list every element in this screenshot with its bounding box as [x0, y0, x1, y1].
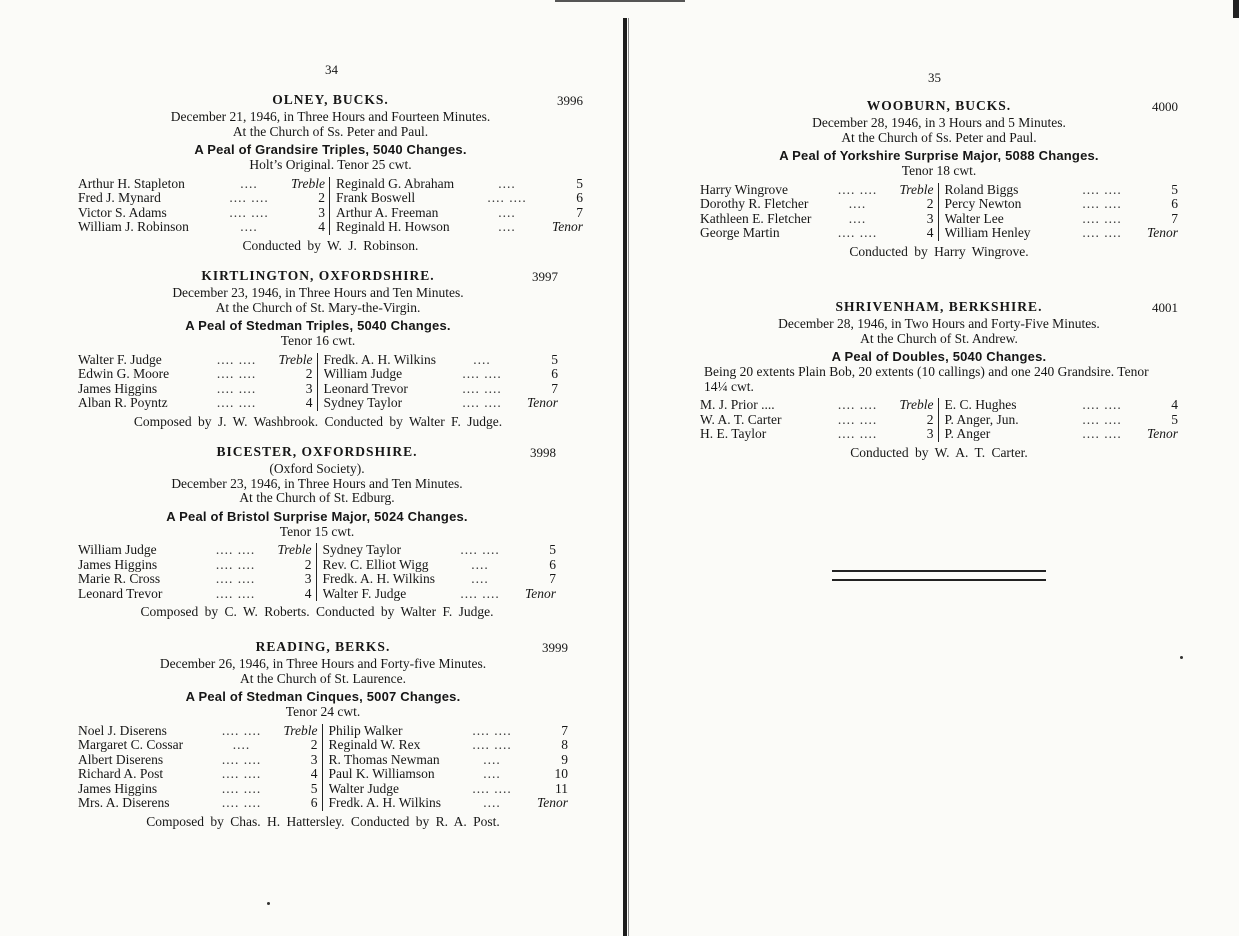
ringers-column-left	[700, 398, 939, 442]
ringer-name: William Judge	[78, 543, 157, 557]
ringers-column-left	[78, 353, 318, 411]
ringer-name: Fredk. A. H. Wilkins	[328, 796, 441, 810]
peal-detail-line: (Oxford Society).	[269, 461, 365, 476]
ringer-row	[78, 558, 312, 573]
right-page	[700, 0, 1180, 936]
ringer-name: William Judge	[323, 367, 403, 381]
bell-number: Treble	[277, 542, 312, 557]
leader-dots: .... ....	[462, 366, 502, 381]
leader-dots: .... ....	[460, 542, 500, 557]
leader-dots: ....	[483, 751, 501, 767]
ringers-column-right	[939, 398, 1179, 442]
bell-number: 5	[576, 175, 583, 191]
bell-number: 4	[1171, 397, 1178, 412]
bell-number: 6	[576, 190, 583, 205]
leader-dots: .... ....	[837, 426, 878, 441]
tower-place: KIRTLINGTON, OXFORDSHIRE.	[201, 268, 435, 283]
peal-footer: Composed by Chas. H. Hattersley. Conducted by R. A. Post.	[146, 813, 500, 829]
ringer-row	[945, 212, 1179, 227]
leader-dots: ....	[483, 766, 501, 781]
peal-number: 3996	[557, 93, 583, 108]
peal-detail-line: December 23, 1946, in Three Hours and Ten Minutes.	[172, 285, 464, 300]
ringer-row	[78, 572, 312, 587]
peal-detail-line: At the Church of Ss. Peter and Paul.	[232, 123, 429, 139]
peal-heading	[78, 444, 556, 462]
ringer-name: James Higgins	[78, 381, 158, 396]
peal-record	[78, 639, 568, 829]
ringer-name: Albert Diserens	[78, 752, 164, 767]
ringer-name: H. E. Taylor	[700, 427, 767, 441]
leader-dots: .... ....	[216, 380, 257, 396]
tower-place: BICESTER, OXFORDSHIRE.	[216, 444, 418, 459]
print-speck	[1180, 656, 1183, 659]
ringer-row	[945, 197, 1179, 212]
leader-dots: .... ....	[472, 780, 512, 796]
ringer-row	[700, 398, 934, 413]
peal-number: 3999	[542, 640, 568, 655]
peal-note: Holt’s Original. Tenor 25 cwt.	[249, 157, 412, 172]
ringer-name: Walter Judge	[328, 781, 400, 796]
bell-number: Tenor	[551, 219, 583, 234]
peal-number: 4000	[1152, 99, 1178, 114]
bell-number: Tenor	[1146, 426, 1178, 441]
leader-dots: .... ....	[1082, 397, 1122, 412]
peal-record	[700, 299, 1178, 460]
leader-dots: .... ....	[215, 556, 256, 572]
ringers-column-right	[330, 177, 583, 235]
ringer-row	[78, 543, 312, 558]
bell-number: 3	[304, 571, 312, 586]
page-number: 34	[325, 62, 338, 77]
ringer-name: William J. Robinson	[78, 220, 189, 234]
ringer-row	[945, 427, 1179, 442]
ringer-name: Sydney Taylor	[322, 543, 402, 557]
end-double-rule	[832, 570, 1046, 581]
leader-dots: .... ....	[229, 204, 269, 220]
ringer-row	[700, 226, 934, 241]
leader-dots: .... ....	[216, 366, 257, 381]
leader-dots: ....	[240, 219, 258, 234]
ringers-column-right	[318, 353, 559, 411]
peal-number: 3998	[530, 445, 556, 460]
leader-dots: .... ....	[837, 181, 878, 197]
peal-title: A Peal of Stedman Triples, 5040 Changes.	[185, 318, 451, 333]
leader-dots: .... ....	[1082, 225, 1122, 240]
ringer-name: Fredk. A. H. Wilkins	[323, 352, 436, 367]
ringer-name: Roland Biggs	[944, 182, 1019, 197]
scan-edge-line	[555, 0, 685, 2]
ringer-row	[78, 367, 313, 382]
ringer-row	[336, 177, 583, 192]
ringer-row	[78, 587, 312, 602]
ringer-name: Paul K. Williamson	[328, 767, 435, 781]
ringer-row	[329, 724, 569, 739]
peal-detail-line: At the Church of Ss. Peter and Paul.	[841, 129, 1037, 145]
peal-note: Tenor 24 cwt.	[285, 704, 361, 719]
peal-detail-line: December 28, 1946, in 3 Hours and 5 Minutes.	[812, 115, 1066, 130]
ringer-row	[324, 382, 559, 397]
ringer-row	[323, 543, 557, 558]
ringer-name: Walter Lee	[944, 211, 1004, 226]
leader-dots: .... ....	[1082, 426, 1122, 441]
tower-place: WOOBURN, BUCKS.	[866, 98, 1012, 113]
ringers-column-left	[78, 177, 330, 235]
ringer-name: Reginald G. Abraham	[336, 176, 455, 191]
page-number: 35	[928, 70, 941, 85]
peal-detail-line: December 28, 1946, in Two Hours and Forty-Five Minutes.	[778, 316, 1100, 331]
leader-dots: .... ....	[215, 542, 256, 557]
bell-number: 2	[304, 556, 312, 572]
ringer-name: Frank Boswell	[336, 191, 416, 205]
bell-number: 5	[1171, 411, 1178, 427]
peal-note: Being 20 extents Plain Bob, 20 extents (10 callings) and one 240 Grandsire. Tenor 14¼ cwt.	[704, 364, 1149, 394]
bell-number: Treble	[290, 175, 325, 191]
bell-number: 2	[305, 366, 313, 381]
bell-number: 5	[551, 351, 558, 367]
bell-number: 8	[561, 737, 568, 752]
leader-dots: ....	[473, 351, 491, 367]
bell-number: 2	[926, 196, 934, 211]
ringer-name: Walter F. Judge	[322, 586, 407, 601]
peal-footer: Conducted by W. J. Robinson.	[242, 237, 419, 253]
ringers-table	[78, 177, 583, 235]
peal-title: A Peal of Yorkshire Surprise Major, 5088 Changes.	[779, 148, 1099, 163]
leader-dots: .... ....	[1082, 411, 1122, 427]
peal-detail-line: At the Church of St. Laurence.	[239, 670, 407, 686]
bell-number: 7	[551, 380, 558, 396]
ringer-name: Marie R. Cross	[78, 572, 161, 586]
ringer-row	[78, 796, 318, 811]
peal-note: Tenor 15 cwt.	[279, 523, 355, 539]
peal-detail-line: December 23, 1946, in Three Hours and Ten Minutes.	[171, 475, 463, 491]
ringer-row	[945, 413, 1179, 428]
ringer-name: Arthur H. Stapleton	[78, 176, 185, 191]
ringer-row	[945, 226, 1179, 241]
ringer-row	[700, 212, 934, 227]
peal-detail-line: At the Church of St. Edburg.	[239, 490, 395, 505]
leader-dots: .... ....	[221, 780, 262, 796]
ringer-row	[78, 191, 325, 206]
bell-number: 3	[926, 210, 934, 226]
ringer-row	[329, 767, 569, 782]
ringers-table	[700, 183, 1178, 241]
peal-detail-line: At the Church of St. Andrew.	[860, 330, 1018, 346]
peal-record	[78, 268, 558, 429]
leader-dots: .... ....	[462, 395, 502, 410]
ringer-row	[78, 782, 318, 797]
bell-number: 6	[549, 556, 556, 572]
peal-number: 4001	[1152, 300, 1178, 315]
peal-heading	[78, 92, 583, 110]
ringer-row	[336, 206, 583, 221]
leader-dots: .... ....	[837, 225, 878, 240]
leader-dots: ....	[240, 175, 258, 191]
tower-place: OLNEY, BUCKS.	[272, 92, 389, 107]
ringer-name: Percy Newton	[944, 197, 1022, 211]
leader-dots: ....	[848, 210, 867, 226]
ringer-row	[324, 396, 559, 411]
ringer-row	[323, 558, 557, 573]
scan-corner-mark	[1233, 0, 1239, 18]
peal-detail-line: At the Church of St. Mary-the-Virgin.	[215, 299, 421, 315]
leader-dots: ....	[483, 795, 501, 810]
ringer-name: W. A. T. Carter	[700, 412, 782, 427]
bell-number: 4	[926, 225, 934, 240]
ringers-column-right	[939, 183, 1179, 241]
bell-number: 4	[304, 585, 312, 601]
ringer-name: Richard A. Post	[78, 767, 164, 781]
bell-number: 3	[926, 426, 934, 441]
ringer-row	[700, 197, 934, 212]
bell-number: 5	[549, 542, 556, 557]
leader-dots: .... ....	[221, 795, 262, 810]
bell-number: Tenor	[526, 395, 558, 410]
ringer-name: Reginald H. Howson	[336, 220, 450, 234]
peal-footer: Conducted by Harry Wingrove.	[849, 243, 1029, 259]
peal-detail-line: December 26, 1946, in Three Hours and Forty-five Minutes.	[159, 656, 487, 671]
leader-dots: ....	[471, 571, 489, 586]
peal-record	[78, 444, 556, 619]
bell-number: 10	[554, 766, 568, 781]
ringer-row	[336, 191, 583, 206]
bell-number: Tenor	[1146, 225, 1178, 240]
ringer-name: Rev. C. Elliot Wigg	[322, 557, 429, 572]
ringer-row	[78, 177, 325, 192]
ringer-name: Kathleen E. Fletcher	[700, 211, 812, 226]
ringer-name: E. C. Hughes	[944, 398, 1017, 412]
ringer-row	[336, 220, 583, 235]
leader-dots: .... ....	[462, 380, 502, 396]
leader-dots: ....	[498, 204, 516, 220]
peal-title: A Peal of Stedman Cinques, 5007 Changes.	[185, 689, 461, 704]
ringer-row	[324, 367, 559, 382]
ringer-row	[78, 753, 318, 768]
bell-number: Tenor	[524, 585, 556, 601]
ringer-row	[329, 753, 569, 768]
ringers-table	[78, 353, 558, 411]
ringer-name: Alban R. Poyntz	[78, 396, 168, 410]
bell-number: 4	[305, 395, 313, 410]
ringers-table	[700, 398, 1178, 442]
ringer-name: P. Anger, Jun.	[944, 412, 1019, 427]
leader-dots: .... ....	[216, 395, 257, 410]
ringer-name: Harry Wingrove	[700, 182, 789, 197]
ringer-row	[78, 353, 313, 368]
ringer-name: P. Anger	[944, 427, 991, 441]
bell-number: 4	[318, 219, 325, 234]
leader-dots: .... ....	[1082, 210, 1122, 226]
bell-number: 5	[1171, 181, 1178, 197]
book-gutter	[623, 18, 627, 936]
left-page	[78, 0, 583, 936]
bell-number: 11	[555, 780, 568, 796]
leader-dots: .... ....	[215, 571, 256, 586]
bell-number: 5	[310, 780, 318, 796]
tower-place: SHRIVENHAM, BERKSHIRE.	[835, 299, 1043, 314]
bell-number: 6	[310, 795, 318, 810]
peal-heading	[700, 98, 1178, 116]
ringer-name: Sydney Taylor	[323, 396, 403, 410]
ringer-row	[323, 587, 557, 602]
peal-record	[78, 92, 583, 253]
ringer-row	[700, 413, 934, 428]
ringer-row	[78, 206, 325, 221]
leader-dots: .... ....	[472, 737, 512, 752]
peal-title: A Peal of Bristol Surprise Major, 5024 Changes.	[166, 508, 468, 524]
ringer-row	[78, 738, 318, 753]
bell-number: 7	[561, 722, 568, 738]
ringer-name: Mrs. A. Diserens	[78, 796, 170, 810]
tower-place: READING, BERKS.	[255, 639, 391, 654]
book-gutter-shadow	[628, 18, 629, 936]
ringer-name: Edwin G. Moore	[78, 367, 170, 381]
ringer-name: M. J. Prior ....	[700, 398, 775, 412]
leader-dots: ....	[498, 175, 516, 191]
bell-number: 3	[310, 751, 318, 767]
bell-number: Tenor	[536, 795, 568, 810]
leader-dots: .... ....	[837, 397, 878, 412]
ringer-name: Reginald W. Rex	[328, 738, 421, 752]
ringers-table	[78, 724, 568, 811]
bell-number: 7	[549, 571, 556, 586]
leader-dots: .... ....	[221, 751, 262, 767]
ringer-name: Dorothy R. Fletcher	[700, 197, 809, 211]
ringer-name: R. Thomas Newman	[328, 752, 440, 767]
ringers-column-right	[317, 543, 557, 601]
bell-number: 6	[551, 366, 558, 381]
leader-dots: ....	[232, 737, 251, 752]
leader-dots: ....	[471, 556, 489, 572]
bell-number: 4	[310, 766, 318, 781]
ringer-name: George Martin	[700, 226, 780, 240]
ringer-row	[700, 427, 934, 442]
leader-dots: .... ....	[221, 722, 262, 738]
leader-dots: .... ....	[1082, 181, 1122, 197]
ringer-row	[945, 398, 1179, 413]
ringer-name: Leonard Trevor	[323, 381, 408, 396]
ringer-name: James Higgins	[78, 781, 158, 796]
ringers-column-left	[78, 724, 323, 811]
peal-note: Tenor 16 cwt.	[280, 333, 356, 348]
ringer-row	[78, 724, 318, 739]
ringer-name: Fredk. A. H. Wilkins	[322, 572, 435, 586]
ringer-name: Arthur A. Freeman	[336, 205, 439, 220]
ringer-row	[78, 767, 318, 782]
ringer-row	[78, 220, 325, 235]
leader-dots: ....	[848, 196, 867, 211]
bell-number: 2	[310, 737, 318, 752]
peal-number: 3997	[532, 269, 558, 284]
bell-number: 2	[926, 411, 934, 427]
bell-number: Treble	[899, 181, 934, 197]
peal-title: A Peal of Doubles, 5040 Changes.	[831, 349, 1047, 364]
bell-number: Treble	[899, 397, 934, 412]
bell-number: 3	[305, 380, 313, 396]
peal-title: A Peal of Grandsire Triples, 5040 Changes.	[194, 142, 467, 157]
ringer-row	[78, 382, 313, 397]
leader-dots: .... ....	[229, 190, 269, 205]
peal-heading	[78, 639, 568, 657]
ringer-row	[329, 796, 569, 811]
ringers-column-left	[78, 543, 317, 601]
ringer-name: Leonard Trevor	[78, 586, 163, 601]
ringers-column-left	[700, 183, 939, 241]
ringer-name: Fred J. Mynard	[78, 191, 161, 205]
leader-dots: .... ....	[472, 722, 512, 738]
peal-footer: Conducted by W. A. T. Carter.	[850, 444, 1028, 460]
leader-dots: .... ....	[460, 585, 500, 601]
peal-heading	[78, 268, 558, 286]
leader-dots: .... ....	[221, 766, 262, 781]
ringer-row	[700, 183, 934, 198]
ringer-name: Noel J. Diserens	[78, 723, 167, 738]
ringer-row	[945, 183, 1179, 198]
bell-number: Treble	[278, 351, 313, 367]
ringer-name: James Higgins	[78, 557, 158, 572]
ringer-name: William Henley	[944, 226, 1031, 240]
bell-number: 7	[1171, 210, 1178, 226]
leader-dots: .... ....	[487, 190, 527, 205]
leader-dots: .... ....	[215, 585, 256, 601]
ringer-name: Margaret C. Cossar	[78, 738, 184, 752]
bell-number: 2	[318, 190, 325, 205]
ringer-row	[329, 782, 569, 797]
bell-number: Treble	[283, 722, 318, 738]
ringer-name: Philip Walker	[328, 723, 403, 738]
bell-number: 6	[1171, 196, 1178, 211]
peal-detail-line: December 21, 1946, in Three Hours and Fourteen Minutes.	[170, 109, 491, 124]
leader-dots: .... ....	[216, 351, 257, 367]
leader-dots: ....	[498, 219, 516, 234]
ringers-table	[78, 543, 556, 601]
ringer-row	[324, 353, 559, 368]
peal-footer: Composed by C. W. Roberts. Conducted by Walter F. Judge.	[140, 604, 494, 619]
bell-number: 3	[318, 204, 325, 220]
peal-note: Tenor 18 cwt.	[901, 163, 977, 178]
ringer-row	[323, 572, 557, 587]
leader-dots: .... ....	[837, 411, 878, 427]
ringers-column-right	[323, 724, 569, 811]
peal-footer: Composed by J. W. Washbrook. Conducted by Walter F. Judge.	[133, 413, 503, 429]
bell-number: 9	[561, 751, 568, 767]
bell-number: 7	[576, 204, 583, 220]
peal-record	[700, 98, 1178, 259]
ringer-name: Victor S. Adams	[78, 205, 167, 220]
peal-heading	[700, 299, 1178, 317]
ringer-row	[329, 738, 569, 753]
leader-dots: .... ....	[1082, 196, 1122, 211]
ringer-name: Walter F. Judge	[78, 352, 162, 367]
ringer-row	[78, 396, 313, 411]
